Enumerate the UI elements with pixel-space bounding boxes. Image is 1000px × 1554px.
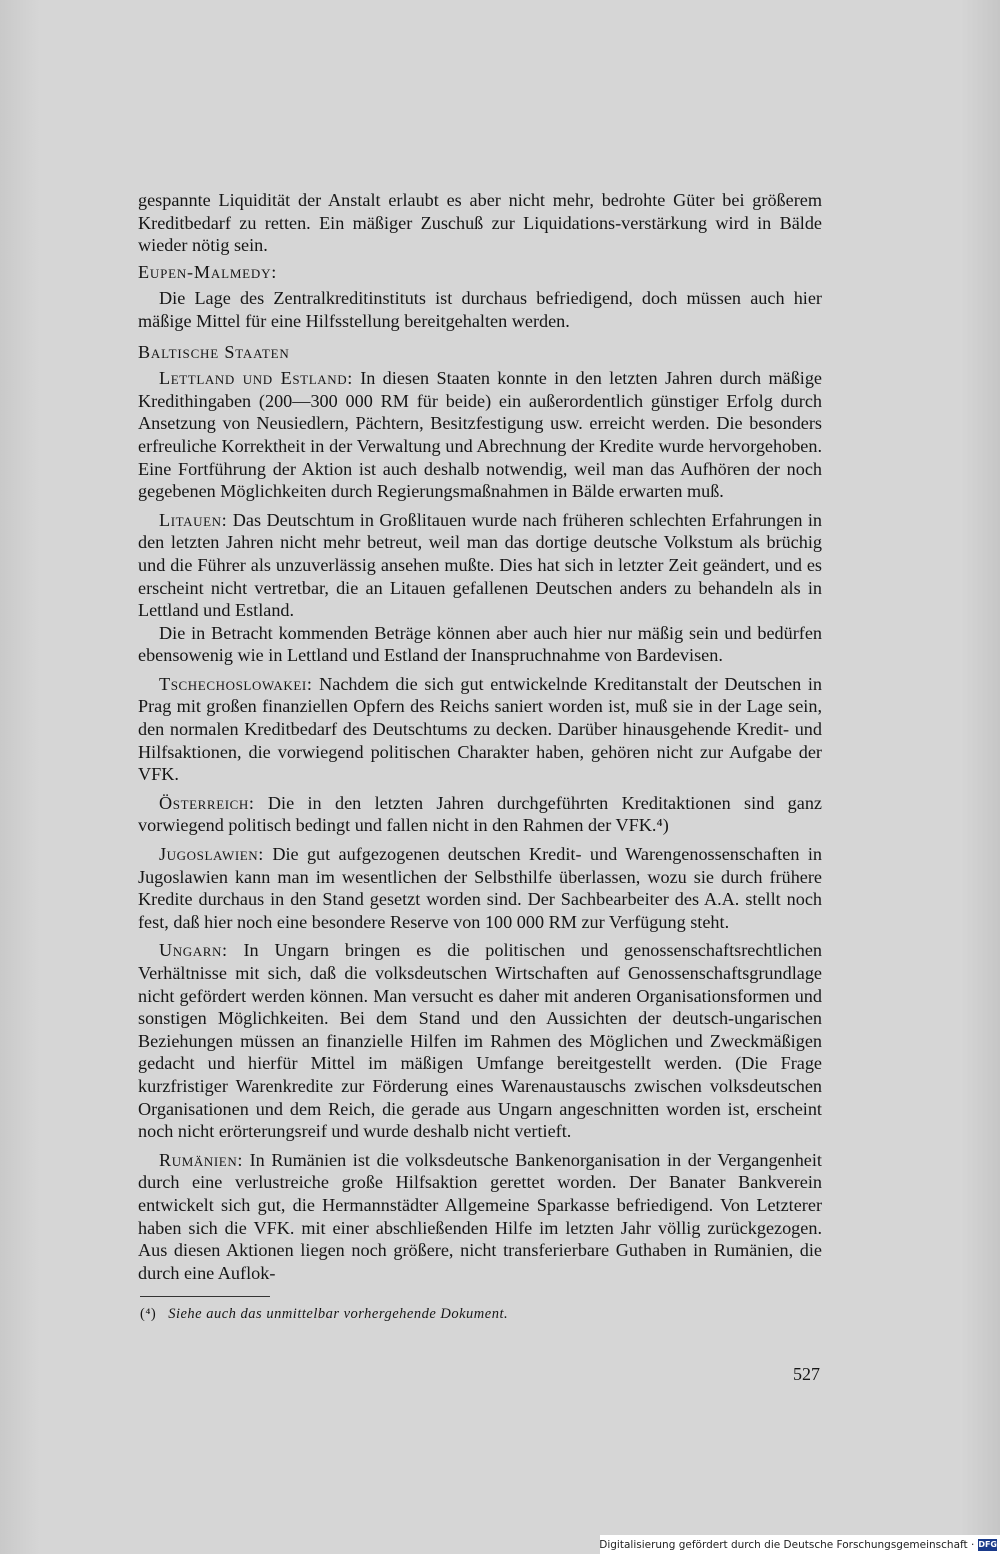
footnote: [140, 1306, 820, 1323]
paragraph-continuation: gespannte Liquidität der Anstalt erlaubt es aber nicht mehr, bedrohte Güter bei größerem Kreditbedarf zu retten. Ein mäßiger Zuschuß zur Liquidations-verstärkung wird in Bälde wieder nötig sein.: [138, 190, 822, 256]
paragraph-tschechoslowakei: [138, 673, 822, 786]
lead-tschechoslowakei: Tschechoslowakei:: [159, 673, 313, 694]
paragraph-litauen: [138, 509, 822, 622]
paragraph-eupen: Die Lage des Zentralkreditinstituts ist durchaus befriedigend, doch müssen auch hier mäßige Mittel für eine Hilfsstellung bereitgehalten werden.: [138, 288, 822, 331]
lead-litauen: Litauen:: [159, 509, 228, 530]
text-tschechoslowakei: Nachdem die sich gut entwickelnde Kreditanstalt der Deutschen in Prag mit großen finanziellen Opfern des Reichs saniert worden ist, muß sie in der Lage sein, den normalen Kreditbedarf des Deutschtums zu decken. Darüber hinausgehende Kredit- und Hilfsaktionen, die vorwiegend politischen Charakter haben, gehören nicht zur Aufgabe der VFK.: [138, 673, 822, 785]
text-ungarn: In Ungarn bringen es die politischen und genossenschaftsrechtlichen Verhältnisse mit sich, daß die volksdeutschen Wirtschaften auf Genossenschaftsgrundlage nicht gefördert werden können. Man versucht es daher mit anderen Organisationsformen und sonstigen Möglichkeiten. Bei dem Stand und den Aussichten der deutsch-ungarischen Beziehungen müssen an finanzielle Hilfen im Rahmen des Möglichen und Zweckmäßigen gedacht und hierfür Mittel im mäßigen Umfange bereitgestellt werden. (Die Frage kurzfristiger Warenkredite zur Förderung eines Warenaustauschs zwischen volksdeutschen Organisationen und dem Reich, die gerade aus Ungarn angeschnitten worden ist, erscheint noch nicht erörterungsreif und wurde deshalb nicht vertieft.: [138, 940, 822, 1142]
lead-oesterreich: Österreich:: [159, 792, 255, 813]
text-litauen: Das Deutschtum in Großlitauen wurde nach früheren schlechten Erfahrungen in den letzten Jahren nicht mehr betreut, weil man das dortige deutsche Volkstum als brüchig und die Führer als unzuverlässig ansehen mußte. Dies hat sich in letzter Zeit geändert, und es erscheint nicht vertretbar, die an Litauen gefallenen Deutschen anders zu behandeln als in Lettland und Estland.: [138, 509, 822, 621]
paragraph-rumaenien: [138, 1149, 822, 1285]
lead-ungarn: Ungarn:: [159, 940, 228, 961]
credit-text: Digitalisierung gefördert durch die Deutsche Forschungsgemeinschaft ·: [599, 1538, 975, 1551]
text-oesterreich: Die in den letzten Jahren durchgeführten Kreditaktionen sind ganz vorwiegend politisch bedingt und fallen nicht in den Rahmen der VFK.⁴): [138, 792, 822, 836]
footnote-text: Siehe auch das unmittelbar vorhergehende Dokument.: [168, 1306, 509, 1322]
lead-lettland: Lettland und Estland:: [159, 368, 353, 389]
paragraph-litauen-2: Die in Betracht kommenden Beträge können aber auch hier nur mäßig sein und bedürfen ebensowenig wie in Lettland und Estland der Inanspruchnahme von Bardevisen.: [138, 622, 822, 666]
paragraph-ungarn: [138, 939, 822, 1142]
paragraph-oesterreich: [138, 792, 822, 837]
footnote-mark: (⁴): [140, 1306, 157, 1322]
lead-jugoslawien: Jugoslawien:: [159, 844, 264, 865]
text-jugoslawien: Die gut aufgezogenen deutschen Kredit- und Warengenossenschaften in Jugoslawien kann man im wesentlichen der Selbsthilfe überlassen, wozu sie durch frühere Kredite durchaus in den Stand gesetzt worden sind. Der Sachbearbeiter des A.A. stellt noch fest, daß hier noch eine besondere Reserve von 100 000 RM zur Verfügung steht.: [138, 844, 822, 932]
paragraph-lettland: [138, 367, 822, 503]
heading-baltische-staaten: Baltische Staaten: [138, 341, 290, 362]
page-number: 527: [793, 1364, 820, 1384]
heading-eupen-malmedy: Eupen-Malmedy:: [138, 261, 278, 282]
footnote-divider: [140, 1296, 270, 1297]
text-rumaenien: In Rumänien ist die volksdeutsche Bankenorganisation in der Vergangenheit durch eine verlustreiche große Hilfsaktion gerettet worden. Der Banater Bankverein entwickelt sich gut, die Hermannstädter Allgemeine Sparkasse befriedigend. Von Letzterer haben sich die VFK. mit einer abschließenden Hilfe im letzten Jahr völlig zurückgezogen. Aus diesen Aktionen liegen noch größere, nicht transferierbare Guthaben in Rumänien, die durch eine Auflok-: [138, 1149, 822, 1283]
dfg-logo-icon: DFG: [978, 1540, 997, 1549]
body-text: [138, 189, 822, 1284]
digitization-credit: [600, 1535, 1000, 1554]
lead-rumaenien: Rumänien:: [159, 1149, 243, 1170]
paragraph-jugoslawien: [138, 843, 822, 933]
text-lettland: In diesen Staaten konnte in den letzten Jahren durch mäßige Kredithingaben (200—300 000 RM für beide) ein außerordentlich günstiger Erfolg durch Ansetzung von Neusiedlern, Pächtern, Besitzfestigung usw. erreicht werden. Die besonders erfreuliche Korrektheit in der Verwaltung und Abrechnung der Kredite wurde hervorgehoben. Eine Fortführung der Aktion ist auch deshalb notwendig, weil man das Aufhören der noch gegebenen Möglichkeiten durch Regierungsmaßnahmen in Bälde erwarten muß.: [138, 368, 823, 502]
